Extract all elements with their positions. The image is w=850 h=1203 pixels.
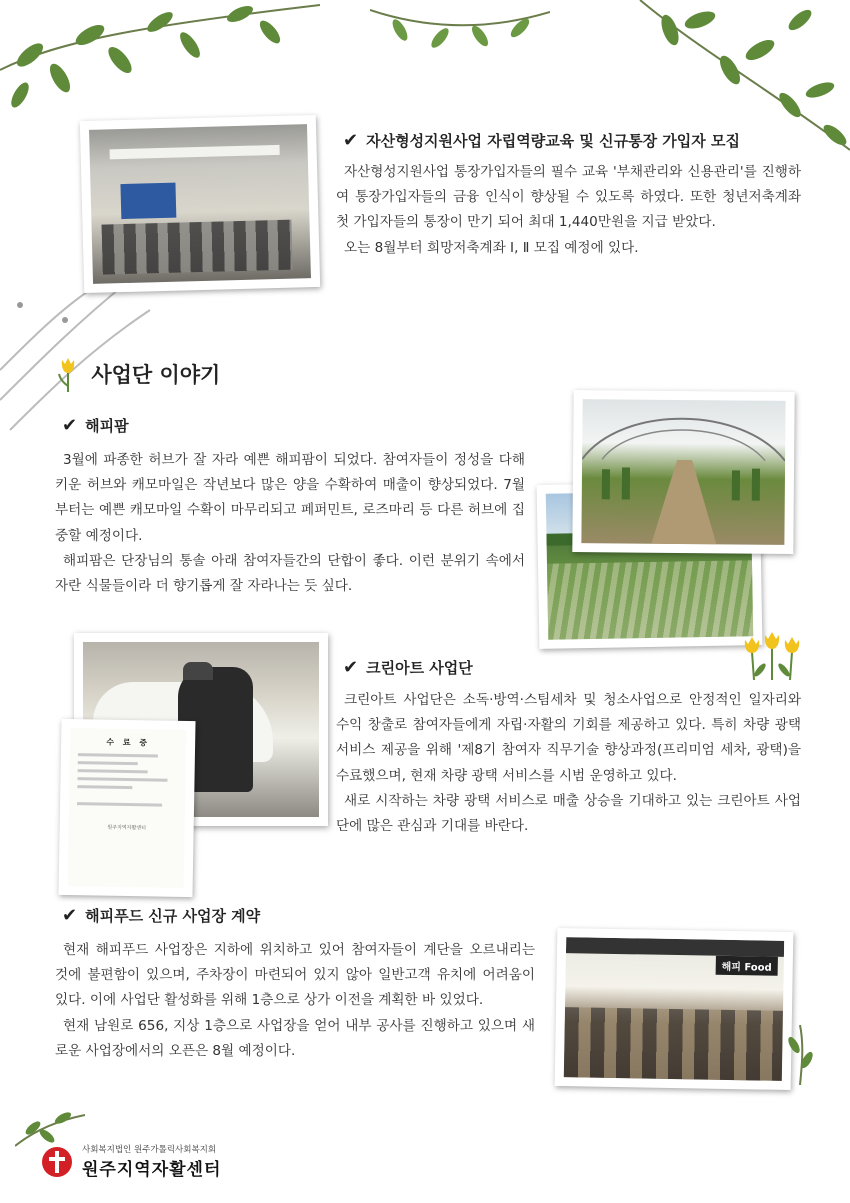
- section-title: 사업단 이야기: [58, 356, 220, 392]
- leaf-decoration-top-middle: [370, 0, 550, 60]
- greenhouse-photo: [572, 390, 794, 554]
- certificate-title: 수 료 증: [106, 737, 151, 748]
- restaurant-photo: [555, 928, 794, 1090]
- leaf-decoration-right: [780, 1025, 820, 1085]
- org-logo-icon: [40, 1145, 74, 1179]
- tulips-decoration: [740, 630, 806, 680]
- restaurant-sign: 해피 Food: [715, 956, 777, 976]
- section-body-happy-farm: 3월에 파종한 허브가 잘 자라 예쁜 해피팜이 되었다. 참여자들이 정성을 다해 키운 허브와 캐모마일은 작년보다 많은 양을 수확하여 매출이 향상되었다. 7월부터는 예쁜 캐모마일 수확이 마무리되고 페퍼민트, 로즈마리 등 다른 허브에 집중할 예정이다. 해피팜은 단장님의 통솔 아래 참여자들간의 단합이 좋다. 이런 분위기 속에서 자란 식물들이라 더 향기롭게 잘 자라나는 듯 싶다.: [55, 452, 525, 595]
- certificate-issuer: 원주지역자활센터: [107, 824, 147, 832]
- footer-org-small: 사회복지법인 원주가톨릭사회복지회: [82, 1145, 217, 1155]
- education-seminar-photo: [80, 115, 320, 293]
- check-icon: ✔: [62, 905, 78, 926]
- footer-logo: [40, 1143, 221, 1180]
- section-heading-clean-art: ✔ 크린아트 사업단: [343, 657, 473, 678]
- section-body-clean-art: 크린아트 사업단은 소독·방역·스팀세차 및 청소사업으로 안정적인 일자리와 수익 창출로 참여자들에게 자립·자활의 기회를 제공하고 있다. 특히 차량 광택 서비스 제공을 위해 '제8기 참여자 직무기술 향상과정(프리미엄 세차, 광택)을 수료했으며, 현재 차량 광택 서비스를 시범 운영하고 있다. 새로 시작하는 차량 광택 서비스로 매출 상승을 기대하고 있는 크린아트 사업단에 많은 관심과 기대를 바란다.: [336, 692, 801, 835]
- section-heading-happy-food: ✔ 해피푸드 신규 사업장 계약: [62, 905, 261, 926]
- check-icon: ✔: [343, 657, 359, 678]
- section-heading-happy-farm: ✔ 해피팜: [62, 415, 129, 436]
- tulip-icon: [58, 356, 78, 392]
- leaf-decoration-top-left: [0, 0, 330, 110]
- certificate-photo: [58, 719, 195, 897]
- section-heading-asset: ✔ 자산형성지원사업 자립역량교육 및 신규통장 가입자 모집: [343, 130, 740, 151]
- section-body-asset: 자산형성지원사업 통장가입자들의 필수 교육 '부채관리와 신용관리'를 진행하여 통장가입자들의 금융 인식이 향상될 수 있도록 하였다. 또한 청년저축계좌 첫 가입자들의 통장이 만기 되어 최대 1,440만원을 지급 받았다. 오는 8월부터 희망저축계좌 Ⅰ, Ⅱ 모집 예정에 있다.: [336, 164, 801, 256]
- check-icon: ✔: [62, 415, 78, 436]
- section-body-happy-food: 현재 해피푸드 사업장은 지하에 위치하고 있어 참여자들이 계단을 오르내리는 것에 불편함이 있으며, 주차장이 마련되어 있지 않아 일반고객 유치에 어려움이 있다. 이에 사업단 활성화를 위해 1층으로 상가 이전을 계획한 바 있었다. 현재 남원로 656, 지상 1층으로 사업장을 얻어 내부 공사를 진행하고 있으며 새로운 사업장에서의 오픈은 8월 예정이다.: [55, 942, 535, 1059]
- check-icon: ✔: [343, 130, 359, 151]
- footer-org-name: 원주지역자활센터: [82, 1160, 222, 1180]
